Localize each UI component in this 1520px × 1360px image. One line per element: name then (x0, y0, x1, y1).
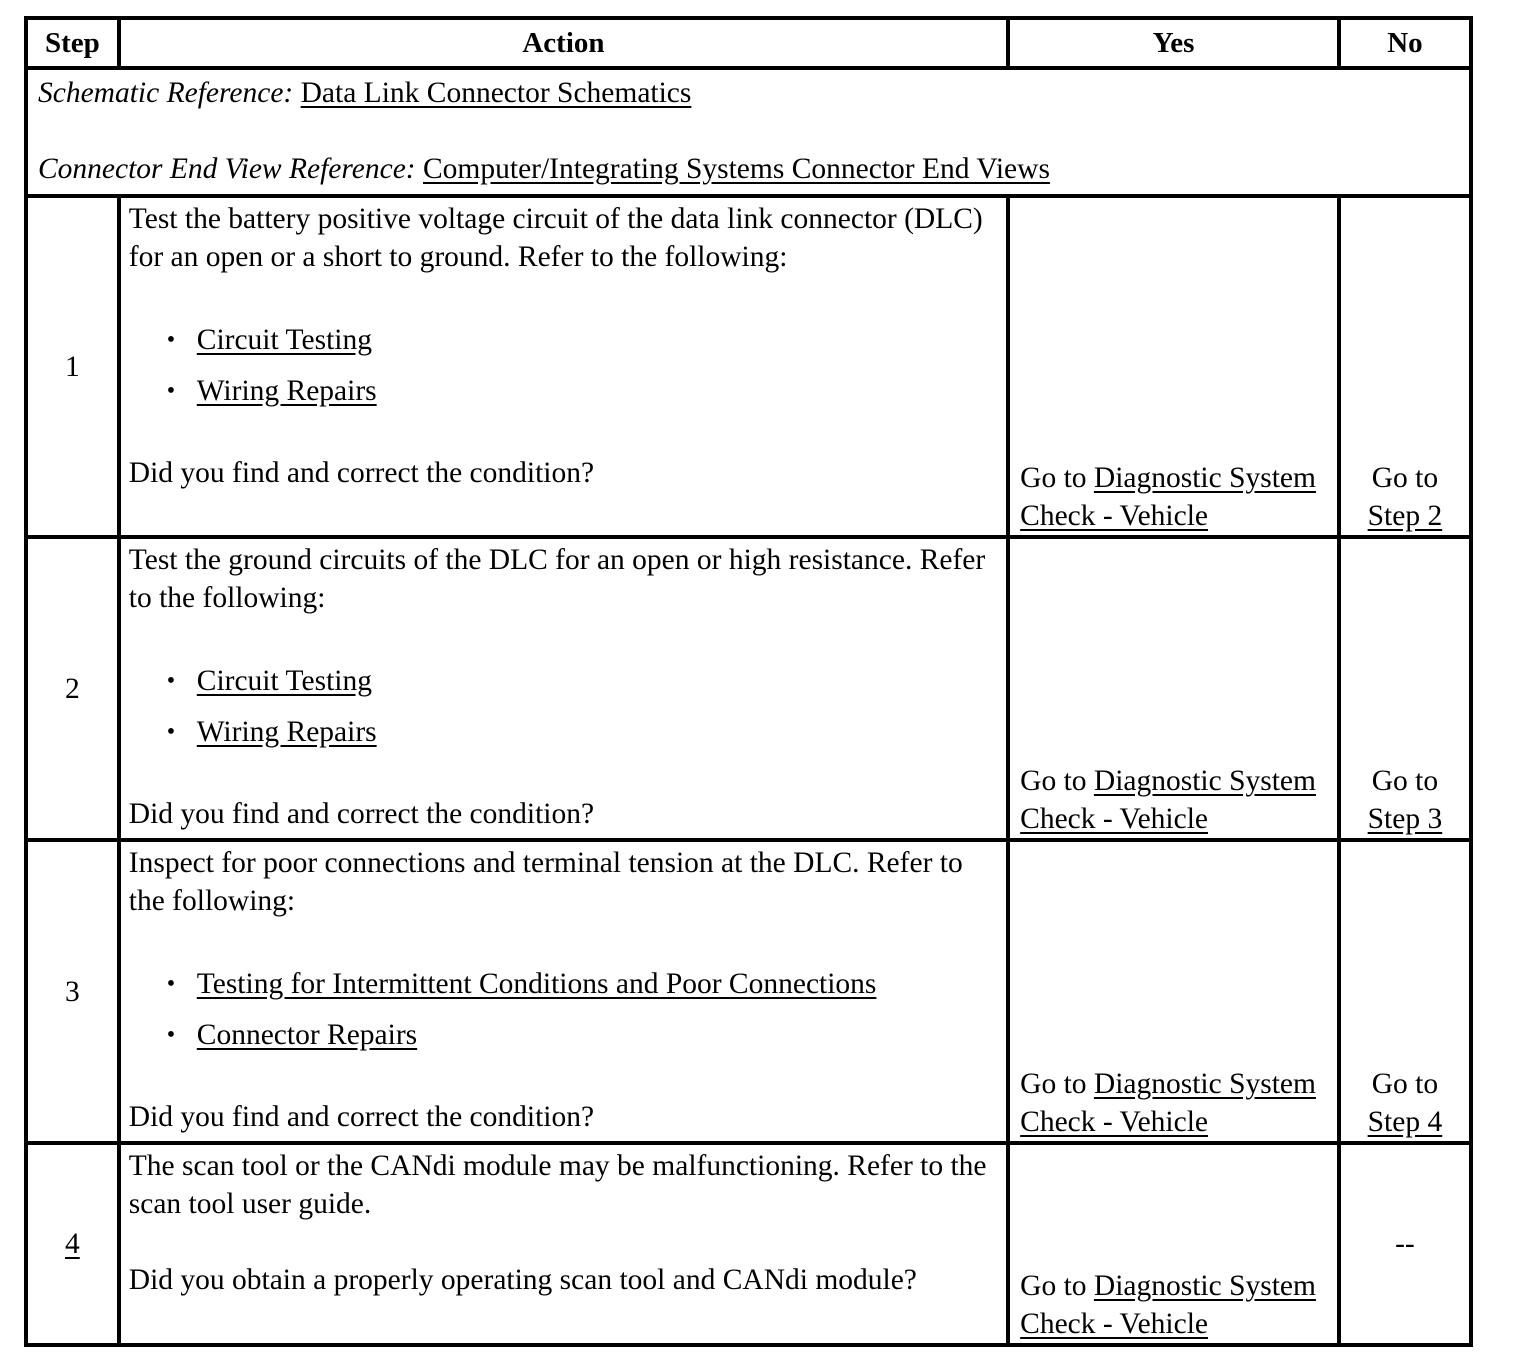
header-yes: Yes (1008, 18, 1339, 68)
wiring-repairs-link[interactable]: Wiring Repairs (196, 375, 377, 407)
no-prefix: Go to (1371, 462, 1439, 494)
question-text: Did you find and correct the condition? (128, 457, 595, 489)
step-2-link[interactable]: Step 2 (1367, 500, 1443, 532)
no-prefix: Go to (1371, 765, 1439, 797)
step-3-link[interactable]: Step 3 (1367, 803, 1443, 835)
header-row (26, 18, 1471, 68)
yes-prefix: Go to (1020, 1068, 1087, 1100)
circuit-testing-link[interactable]: Circuit Testing (196, 665, 372, 697)
yes-prefix: Go to (1020, 462, 1087, 494)
connector-repairs-link[interactable]: Connector Repairs (196, 1019, 418, 1051)
reference-cell (26, 68, 1471, 196)
step-4-link[interactable]: Step 4 (1367, 1106, 1443, 1138)
step-number: 3 (26, 840, 119, 1143)
yes-cell (1008, 1143, 1339, 1345)
yes-cell (1008, 537, 1339, 840)
yes-prefix: Go to (1020, 1270, 1087, 1302)
no-cell (1339, 196, 1471, 537)
list-item (129, 372, 998, 410)
diagnostic-system-check-link[interactable]: Diagnostic System Check - Vehicle (1020, 1068, 1316, 1138)
diagnostic-system-check-link[interactable]: Diagnostic System Check - Vehicle (1020, 765, 1316, 835)
step-number-cell (26, 1143, 119, 1345)
table-row (26, 840, 1471, 1143)
connector-reference-link[interactable]: Computer/Integrating Systems Connector End Views (423, 153, 1050, 185)
action-text: Inspect for poor connections and terminal tension at the DLC. Refer to the following: (128, 847, 963, 917)
circuit-testing-link[interactable]: Circuit Testing (196, 324, 372, 356)
step-number: 1 (26, 196, 119, 537)
action-text: Test the ground circuits of the DLC for an open or high resistance. Refer to the following: (128, 544, 986, 614)
no-cell (1339, 840, 1471, 1143)
header-action: Action (119, 18, 1008, 68)
list-item (129, 662, 998, 700)
diagnostic-system-check-link[interactable]: Diagnostic System Check - Vehicle (1020, 462, 1316, 532)
yes-cell (1008, 840, 1339, 1143)
reference-list (129, 321, 998, 410)
list-item (129, 1016, 998, 1054)
yes-cell (1008, 196, 1339, 537)
question-text: Did you obtain a properly operating scan tool and CANdi module? (128, 1264, 917, 1296)
no-prefix: Go to (1371, 1068, 1439, 1100)
reference-list (129, 965, 998, 1054)
action-text: The scan tool or the CANdi module may be malfunctioning. Refer to the scan tool user guide. (128, 1150, 987, 1220)
schematic-reference-link[interactable]: Data Link Connector Schematics (300, 77, 692, 109)
schematic-reference-label: Schematic Reference: (38, 77, 294, 109)
step-number: 2 (26, 537, 119, 840)
action-cell (119, 840, 1008, 1143)
no-cell (1339, 537, 1471, 840)
wiring-repairs-link[interactable]: Wiring Repairs (196, 716, 377, 748)
intermittent-conditions-link[interactable]: Testing for Intermittent Conditions and Poor Connections (196, 968, 877, 1000)
action-text: Test the battery positive voltage circuit of the data link connector (DLC) for an open or a short to ground. Refer to the following: (128, 203, 983, 273)
reference-list (129, 662, 998, 751)
connector-reference-label: Connector End View Reference: (38, 153, 416, 185)
list-item (129, 965, 998, 1003)
header-step: Step (26, 18, 119, 68)
yes-prefix: Go to (1020, 765, 1087, 797)
list-item (129, 321, 998, 359)
reference-row (26, 68, 1471, 196)
list-item (129, 713, 998, 751)
table-row (26, 537, 1471, 840)
step-4-anchor[interactable]: 4 (65, 1228, 80, 1260)
action-cell (119, 1143, 1008, 1345)
question-text: Did you find and correct the condition? (128, 798, 595, 830)
question-text: Did you find and correct the condition? (128, 1101, 595, 1133)
action-cell (119, 196, 1008, 537)
diagnostic-system-check-link[interactable]: Diagnostic System Check - Vehicle (1020, 1270, 1316, 1340)
table-row (26, 1143, 1471, 1345)
header-no: No (1339, 18, 1471, 68)
diagnostic-table (24, 16, 1473, 1347)
no-cell: -- (1339, 1143, 1471, 1345)
table-row (26, 196, 1471, 537)
action-cell (119, 537, 1008, 840)
